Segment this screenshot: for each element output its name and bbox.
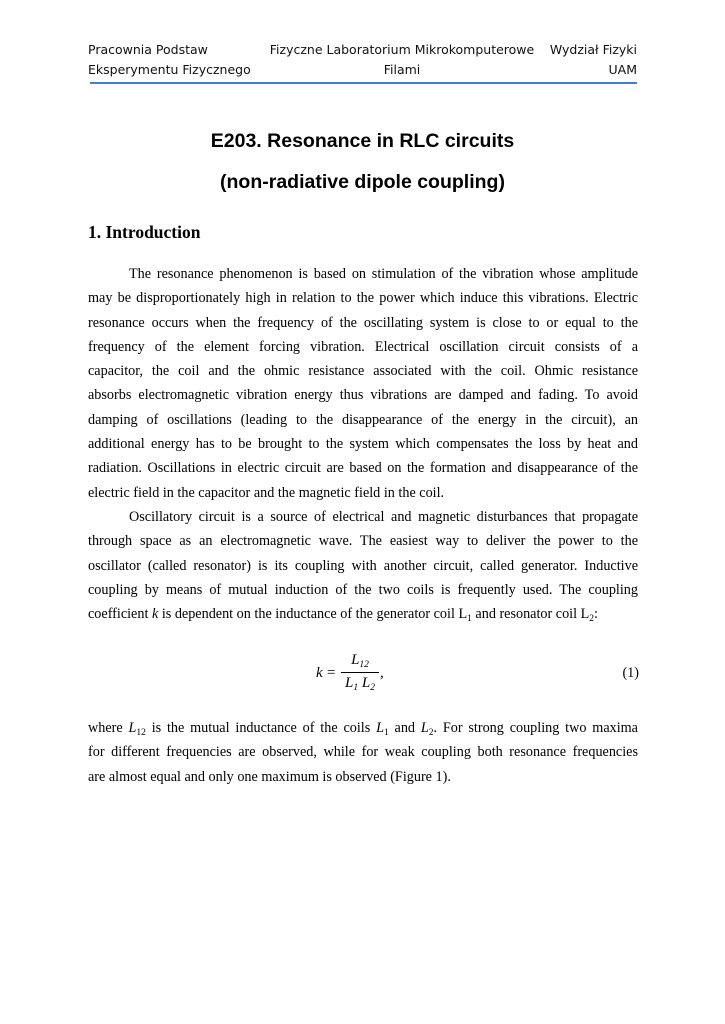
subscript: 1 [383,728,389,738]
paragraph-1-line: The resonance phenomenon is based on stimulation of the vibration whose amplitude [129,266,638,282]
header-rule [90,82,637,84]
subscript: 2 [589,614,595,625]
text-run: : [594,606,598,623]
paragraph-3-line: are almost equal and only one maximum is observed (Figure 1). [88,768,451,785]
text-run: where [88,720,129,736]
paragraph-2-line [88,602,638,626]
paragraph-1-line: capacitor, the coil and the ohmic resistance associated with the coil. Ohmic resistance [88,363,638,380]
subscript: 2 [370,683,375,693]
subscript: 12 [359,660,369,670]
paragraph-1-line: resonance occurs when the frequency of the oscillating system is close to or equal to the [88,314,638,331]
math-symbol: L [361,675,371,691]
subscript: 2 [428,728,434,738]
paragraph-2-line: oscillator (called resonator) is its coupling with another circuit, called generator. Inductive [88,557,638,574]
paragraph-3-line: for different frequencies are observed, while for weak coupling both resonance frequencies [88,744,638,761]
text-run: . For strong coupling two maxima [433,720,638,736]
text-run: is dependent on the inductance of the generator coil L [158,606,468,623]
paragraph-1-line: may be disproportionately high in relation to the power which induce this vibrations. Electric [88,290,638,307]
header-right-line1: Wydział Fizyki [549,42,637,57]
equation-fraction [341,652,379,692]
math-symbol: L [128,720,137,736]
math-symbol: k [151,606,159,623]
paragraph-1 [88,262,638,505]
text-run: is the mutual inductance of the coils [145,720,377,736]
text-run: and resonator coil L [471,606,590,623]
header-center-line2: Filami [383,62,421,77]
math-symbol: L [420,720,429,736]
math-symbol: L [351,652,360,668]
header-center [262,40,542,80]
paragraph-3-line [88,716,638,740]
equation-comma: , [380,665,384,681]
text-run: and [388,720,421,736]
paragraph-1-line: electric field in the capacitor and the magnetic field in the coil. [88,484,445,501]
fraction-bar [341,672,379,673]
paragraph-2-line: coupling by means of mutual induction of the two coils is frequently used. The coupling [88,581,638,598]
equation-equals: = [327,665,336,681]
paragraph-2-line: through space as an electromagnetic wave. The easiest way to deliver the power to the [88,533,638,550]
subscript: 12 [136,728,146,738]
text-run: coefficient [88,606,152,623]
subscript: 1 [353,683,359,693]
paragraph-1-line: damping of oscillations (leading to the disappearance of the energy in the circuit), an [88,411,638,428]
header-left-line1: Pracownia Podstaw [88,42,208,57]
paragraph-2 [88,505,638,626]
document-subtitle: (non-radiative dipole coupling) [220,171,505,193]
paragraph-1-line: absorbs electromagnetic vibration energy thus vibrations are damped and fading. To avoid [88,387,638,404]
header-right [550,40,637,80]
header-center-line1: Fizyczne Laboratorium Mikrokomputerowe [269,42,535,57]
paragraph-1-line: additional energy has to be brought to the system which compensates the loss by heat and [88,436,638,453]
equation-denominator [341,675,379,692]
paragraph-1-line: frequency of the element forcing vibration. Electrical oscillation circuit consists of a [88,338,638,355]
header-left [88,40,251,80]
equation-numerator [341,652,379,672]
math-symbol: L [345,675,354,691]
document-title: E203. Resonance in RLC circuits [210,130,515,152]
equation-number: (1) [622,665,639,681]
paragraph-1-line: radiation. Oscillations in electric circuit are based on the formation and disappearance of the [88,460,638,477]
paragraph-2-line: Oscillatory circuit is a source of electrical and magnetic disturbances that propagate [129,509,638,525]
header-right-line2: UAM [608,62,637,77]
math-symbol: L [376,720,384,736]
header-left-line2: Eksperymentu Fizycznego [88,62,251,77]
paragraph-3 [88,716,638,789]
equation-lhs: k [316,665,323,681]
section-heading: 1. Introduction [88,222,201,242]
subscript: 1 [467,614,472,625]
